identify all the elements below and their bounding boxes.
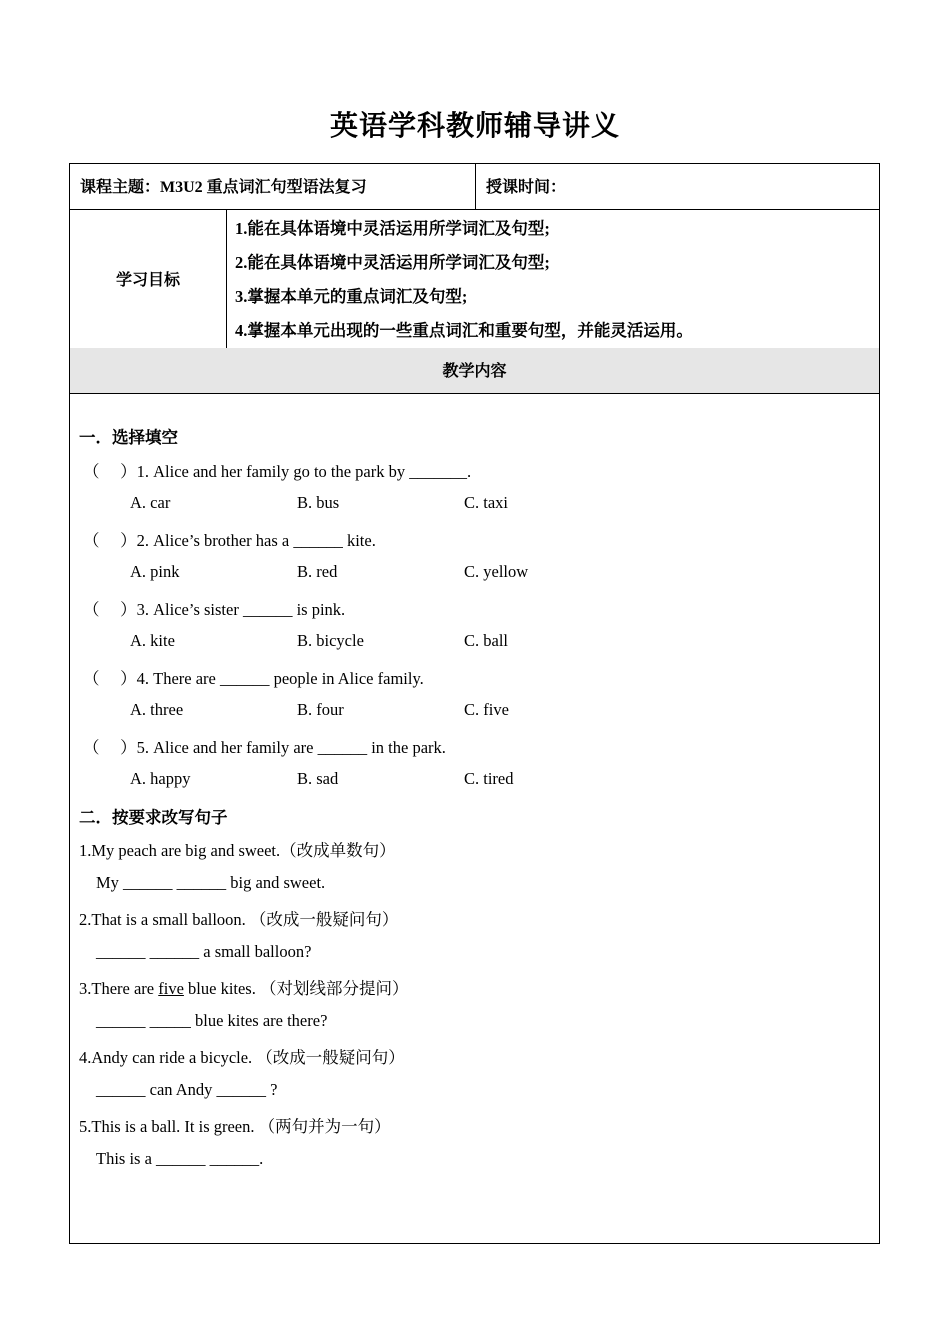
question-stem: （ ）4. There are ______ people in Alice family.: [83, 669, 424, 688]
topic-cell: [70, 164, 476, 209]
option-a: A. car: [130, 493, 171, 512]
objectives-label: 学习目标: [70, 209, 227, 348]
objective-item: 4.掌握本单元出现的一些重点词汇和重要句型，并能灵活运用。: [235, 321, 693, 340]
option-c: C. ball: [464, 631, 508, 650]
question-stem: （ ）3. Alice’s sister ______ is pink.: [83, 600, 346, 619]
rewrite-question: 4.Andy can ride a bicycle. （改成一般疑问句）: [79, 1048, 405, 1067]
rewrite-answer: ______ ______ a small balloon?: [96, 942, 312, 961]
option-c: C. taxi: [464, 493, 508, 512]
section2-title: 二．按要求改写句子: [79, 808, 228, 827]
option-a: A. kite: [130, 631, 175, 650]
content-header-row: [70, 348, 879, 394]
header-row: [70, 164, 879, 210]
option-b: B. sad: [297, 769, 339, 788]
rewrite-question: 1.My peach are big and sweet.（改成单数句）: [79, 841, 396, 860]
rewrite-answer: ______ _____ blue kites are there?: [96, 1011, 328, 1030]
option-b: B. bus: [297, 493, 340, 512]
option-c: C. yellow: [464, 562, 529, 581]
time-cell: [476, 164, 879, 209]
rewrite-question-pre: 3.There are: [79, 979, 159, 998]
objective-item: 3.掌握本单元的重点词汇及句型;: [235, 287, 468, 306]
page-title: 英语学科教师辅导讲义: [329, 111, 620, 142]
option-b: B. four: [297, 700, 344, 719]
option-a: A. pink: [130, 562, 180, 581]
question-stem: （ ）2. Alice’s brother has a ______ kite.: [83, 531, 376, 550]
underlined-word: five: [158, 979, 184, 998]
option-a: A. happy: [130, 769, 191, 788]
rewrite-answer: My ______ ______ big and sweet.: [96, 873, 326, 892]
rewrite-question: [79, 975, 408, 999]
rewrite-question: 2.That is a small balloon. （改成一般疑问句）: [79, 910, 399, 929]
objective-item: 2.能在具体语境中灵活运用所学词汇及句型;: [235, 253, 550, 272]
rewrite-question: 5.This is a ball. It is green. （两句并为一句）: [79, 1117, 391, 1136]
rewrite-answer: This is a ______ ______.: [96, 1149, 264, 1168]
option-b: B. red: [297, 562, 338, 581]
objectives-list: [227, 209, 879, 348]
class-time: 授课时间：: [486, 179, 567, 196]
option-c: C. five: [464, 700, 509, 719]
question-stem: （ ）5. Alice and her family are ______ in the park.: [83, 738, 446, 757]
option-c: C. tired: [464, 769, 514, 788]
option-b: B. bicycle: [297, 631, 364, 650]
rewrite-answer: ______ can Andy ______ ?: [96, 1080, 278, 1099]
objective-item: 1.能在具体语境中灵活运用所学词汇及句型;: [235, 219, 550, 238]
rewrite-question-post: blue kites. （对划线部分提问）: [183, 979, 409, 998]
course-topic: 课程主题：M3U2 重点词汇句型语法复习: [80, 179, 367, 196]
lesson-table: [69, 163, 880, 1244]
section1-title: 一．选择填空: [79, 428, 178, 447]
option-a: A. three: [130, 700, 184, 719]
question-stem: （ ）1. Alice and her family go to the park by _______.: [83, 462, 472, 481]
content-header: 教学内容: [442, 363, 507, 380]
objectives-row: [70, 209, 879, 349]
